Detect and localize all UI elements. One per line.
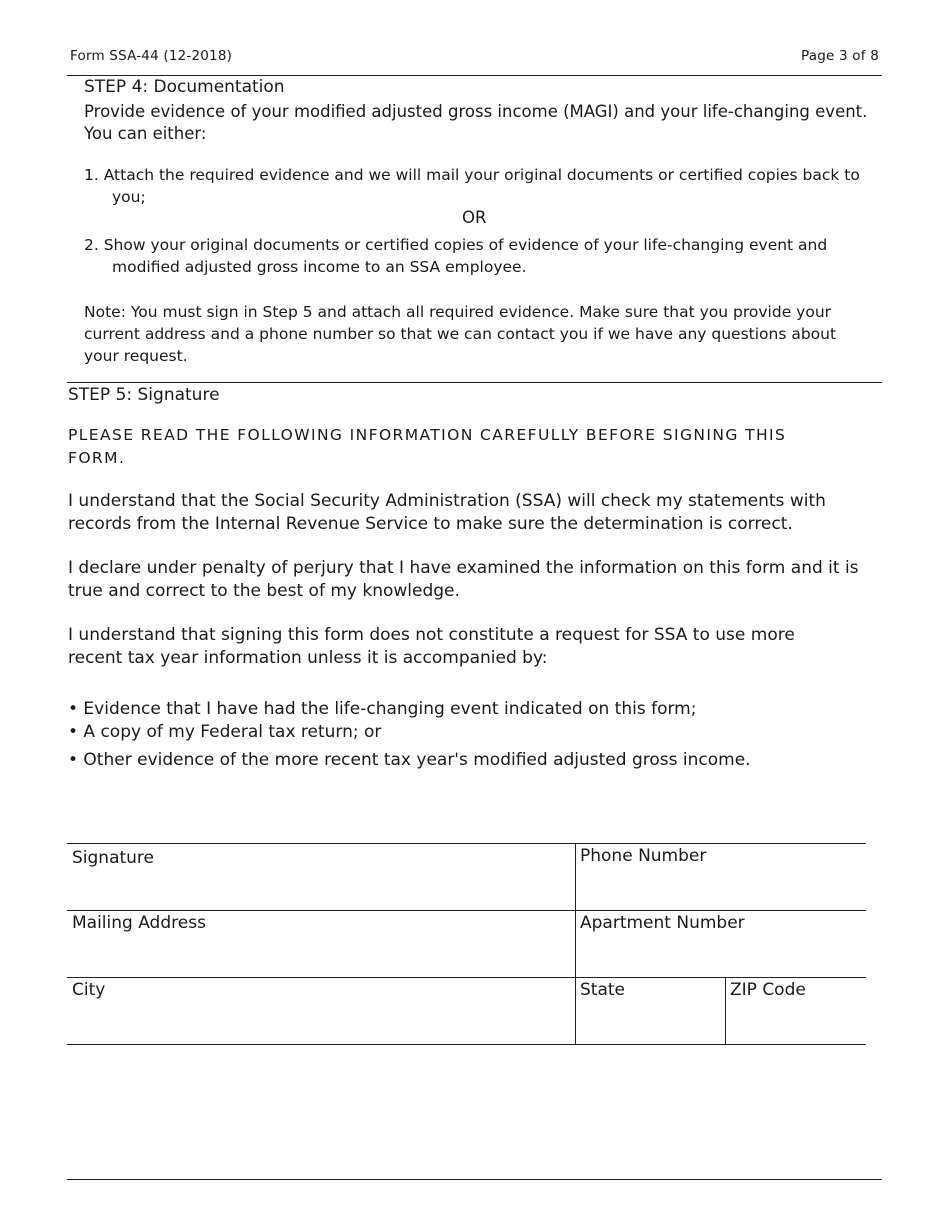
step4-option-2: 2. Show your original documents or certified copies of evidence of your life-changing event and modified adjusted gross income to an SSA employee. xyxy=(84,236,828,276)
state-label: State xyxy=(580,980,625,1000)
page-number: Page 3 of 8 xyxy=(801,48,879,64)
phone-number-label: Phone Number xyxy=(580,846,707,866)
footer-divider xyxy=(67,1179,882,1180)
city-field[interactable] xyxy=(67,977,575,1044)
bullet-item: • A copy of my Federal tax return; or xyxy=(68,722,382,742)
step4-intro-line1: Provide evidence of your modified adjusted gross income (MAGI) and your life-changing event. xyxy=(84,102,868,121)
state-field[interactable] xyxy=(576,977,725,1044)
phone-number-field[interactable] xyxy=(576,843,866,910)
mailing-address-label: Mailing Address xyxy=(72,913,206,933)
city-label: City xyxy=(72,980,106,1000)
bullet-item: • Evidence that I have had the life-changing event indicated on this form; xyxy=(68,699,697,719)
step5-warning: PLEASE READ THE FOLLOWING INFORMATION CAREFULLY BEFORE SIGNING THIS FORM. xyxy=(68,426,787,467)
step5-para-3: I understand that signing this form does not constitute a request for SSA to use more recent tax year information unless it is accompanied by: xyxy=(68,625,795,668)
step4-intro-line2: You can either: xyxy=(84,124,207,143)
zip-code-field[interactable] xyxy=(726,977,866,1044)
apartment-number-field[interactable] xyxy=(576,910,866,977)
step-divider xyxy=(67,382,882,383)
zip-code-label: ZIP Code xyxy=(730,980,806,1000)
bullet-item: • Other evidence of the more recent tax year's modified adjusted gross income. xyxy=(68,750,751,770)
step5-para-2: I declare under penalty of perjury that I have examined the information on this form and it is true and correct to the best of my knowledge. xyxy=(68,558,859,601)
signature-field[interactable] xyxy=(67,843,575,910)
apartment-number-label: Apartment Number xyxy=(580,913,745,933)
step4-option-1: 1. Attach the required evidence and we will mail your original documents or certified copies back to you; xyxy=(84,166,860,206)
step4-or: OR xyxy=(462,208,487,227)
step5-title: STEP 5: Signature xyxy=(68,385,220,405)
mailing-address-field[interactable] xyxy=(67,910,575,977)
step4-note: Note: You must sign in Step 5 and attach all required evidence. Make sure that you provide your current address and a phone number so that we can contact you if we have any questions about your request. xyxy=(84,303,837,365)
signature-label: Signature xyxy=(72,848,155,868)
form-id: Form SSA-44 (12-2018) xyxy=(70,48,233,64)
signature-fields-grid xyxy=(67,843,866,1044)
step4-title: STEP 4: Documentation xyxy=(84,77,285,97)
grid-line xyxy=(67,1044,866,1045)
step5-para-1: I understand that the Social Security Administration (SSA) will check my statements with records from the Internal Revenue Service to make sure the determination is correct. xyxy=(68,491,826,534)
